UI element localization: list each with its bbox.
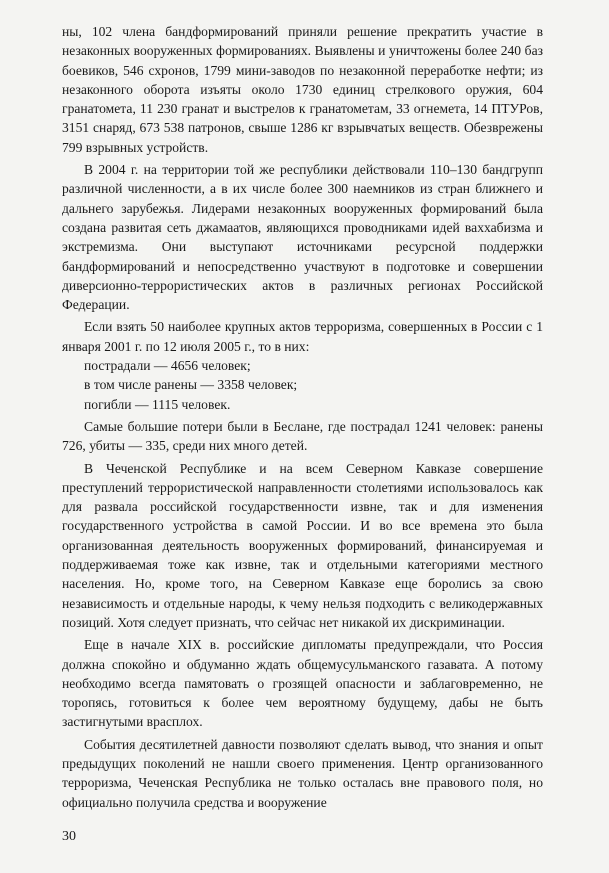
paragraph-5: В Чеченской Республике и на всем Северном Кавказе совершение преступлений террористической направленности столетиями использовалось как для развала российской государственности извне, так и для изменения государственного устройства в самой России. И во все времена это была организованная деятельность вооруженных формирований, финансируемая и поддерживаемая тоже как извне, так и отдельными категориями местного населения. Но, кроме того, на Северном Кавказе еще боролись за свою независимость и отдельные народы, к чему нельзя подходить с великодержавных позиций. Хотя следует признать, что сейчас нет никакой их дискриминации. — [62, 460, 543, 630]
page-text — [62, 22, 543, 812]
paragraph-2: В 2004 г. на территории той же республики действовали 110–130 бандгрупп различной численности, а в их числе более 300 наемников из стран ближнего и дальнего зарубежья. Лидерами незаконных вооруженных формирований была создана развитая сеть джамаатов, являющихся проводниками идей ваххабизма и экстремизма. Они выступают источниками ресурсной поддержки бандформирований и непосредственно участвуют в подготовке и совершении диверсионно-террористических актов в различных регионах Российской Федерации. — [62, 162, 543, 313]
list-item-injured: пострадали — 4656 человек; — [84, 358, 251, 374]
paragraph-3: Если взять 50 наиболее крупных актов терроризма, совершенных в России с 1 января 2001 г. по 12 июля 2005 г., то в них: — [62, 319, 543, 354]
paragraph-1: ны, 102 члена бандформирований приняли решение прекратить участие в незаконных вооруженных формированиях. Выявлены и уничтожены более 240 баз боевиков, 546 схронов, 1799 мини-заводов по незаконной переработке нефти; из незаконного оборота изъяты около 1730 единиц стрелкового оружия, 604 гранатомета, 11 230 гранат и выстрелов к гранатометам, 33 огнемета, 14 ПТУРов, 3151 снаряд, 673 538 патронов, свыше 1286 кг взрывчатых веществ. Обезврежены 799 взрывных устройств. — [62, 24, 543, 155]
page-number: 30 — [62, 829, 76, 844]
list-item-killed: погибли — 1115 человек. — [84, 396, 231, 412]
list-item-wounded: в том числе ранены — 3358 человек; — [84, 377, 298, 393]
paragraph-6: Еще в начале XIX в. российские дипломаты предупреждали, что Россия должна спокойно и обдуманно ждать общемусульманского газавата. А потому необходимо всегда памятовать о грозящей опасности и заблаговременно, не торопясь, готовиться к более чем вероятному будущему, дабы не быть застигнутыми врасплох. — [62, 637, 543, 730]
paragraph-7: События десятилетней давности позволяют сделать вывод, что знания и опыт предыдущих поколений не нашли своего применения. Центр организованного терроризма, Чеченская Республика не только осталась вне правового поля, но официально получила средства и вооружение — [62, 736, 543, 810]
paragraph-4: Самые большие потери были в Беслане, где пострадал 1241 человек: ранены 726, убиты — 335, среди них много детей. — [62, 418, 543, 454]
